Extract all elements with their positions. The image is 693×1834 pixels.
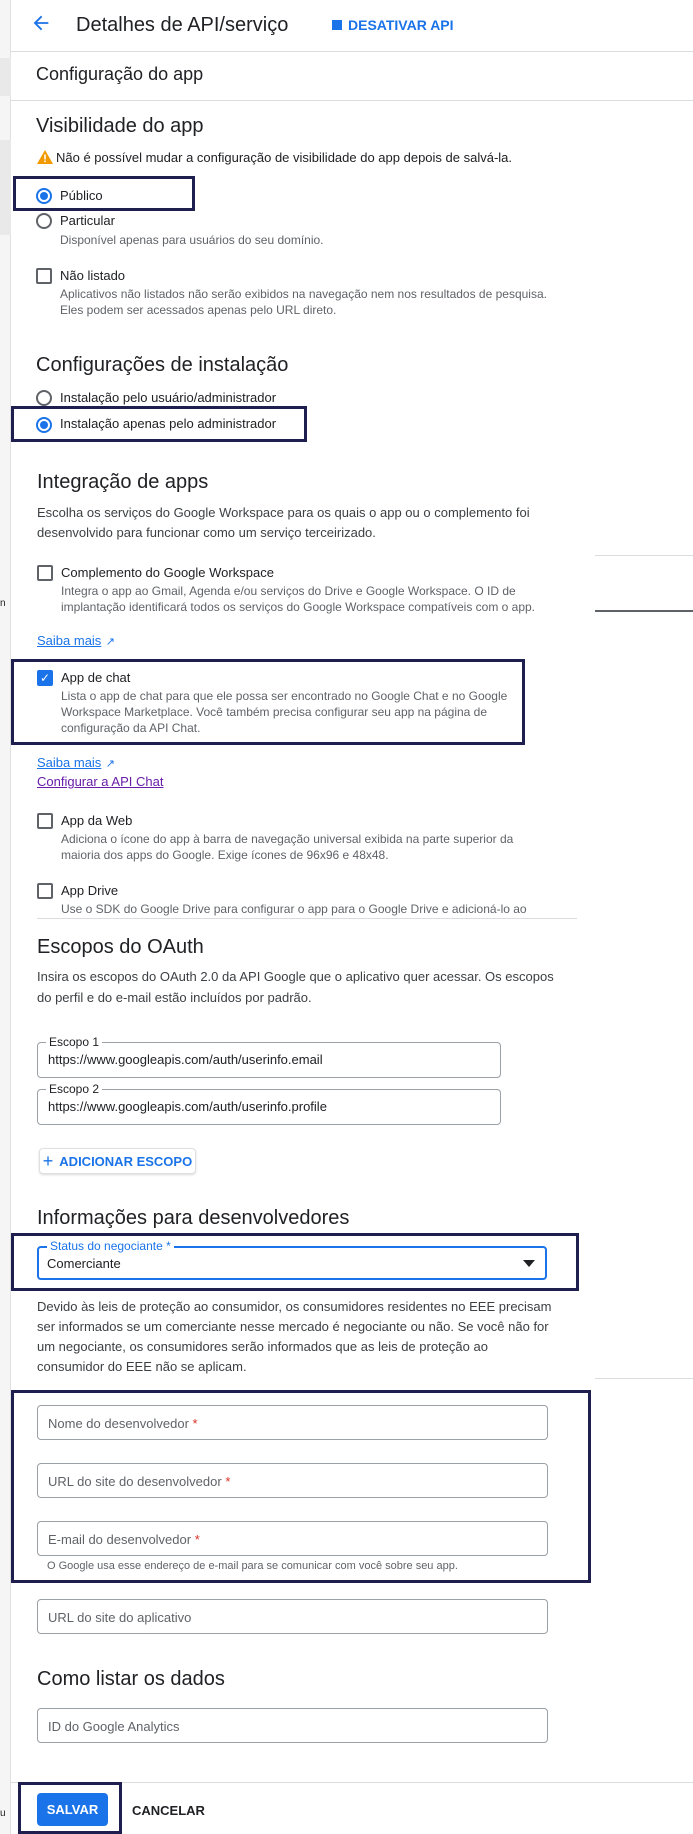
email-hint: O Google usa esse endereço de e-mail para se comunicar com você sobre seu app. bbox=[47, 1560, 458, 1572]
left-panel-band bbox=[0, 58, 11, 96]
arrow-back-icon[interactable] bbox=[30, 12, 52, 34]
left-panel-band bbox=[0, 140, 11, 235]
merchant-notice: ser informados se um comerciante nesse mercado é negociante ou não. Se você não for bbox=[37, 1319, 549, 1334]
private-description: Disponível apenas para usuários do seu domínio. bbox=[60, 233, 324, 247]
developer-name-placeholder: Nome do desenvolvedor bbox=[48, 1416, 189, 1431]
web-app-description: Adiciona o ícone do app à barra de navegação universal exibida na parte superior da bbox=[61, 832, 514, 846]
checkbox-drive-app[interactable] bbox=[37, 883, 53, 899]
panel-divider bbox=[595, 555, 693, 556]
merchant-status-label: Status do negociante * bbox=[47, 1239, 174, 1253]
left-panel-edge bbox=[0, 0, 11, 1834]
required-asterisk: * bbox=[192, 1416, 198, 1431]
chat-app-description: Workspace Marketplace. Você também precisa configurar seu app na página de bbox=[61, 705, 488, 719]
chat-app-label: App de chat bbox=[61, 670, 131, 685]
drive-app-description: Use o SDK do Google Drive para configurar o app para o Google Drive e adicioná-lo ao bbox=[61, 902, 527, 916]
app-site-field[interactable] bbox=[37, 1599, 548, 1634]
integration-heading: Integração de apps bbox=[37, 471, 209, 493]
required-asterisk: * bbox=[194, 1532, 200, 1547]
scope-1-label: Escopo 1 bbox=[46, 1035, 102, 1049]
radio-admin-only-install[interactable] bbox=[36, 417, 52, 433]
developer-email-field[interactable] bbox=[37, 1521, 548, 1556]
header-divider bbox=[11, 51, 693, 52]
workspace-addon-description: Integra o app ao Gmail, Agenda e/ou serviços do Drive e Google Workspace. O ID de bbox=[61, 584, 516, 598]
cancel-button[interactable]: CANCELAR bbox=[132, 1803, 205, 1818]
developer-site-field[interactable] bbox=[37, 1463, 548, 1498]
dropdown-arrow-icon bbox=[523, 1260, 535, 1267]
add-scope-button[interactable] bbox=[39, 1148, 196, 1174]
app-site-placeholder: URL do site do aplicativo bbox=[48, 1610, 192, 1625]
scope-2-field[interactable] bbox=[37, 1082, 501, 1125]
checkbox-chat-app[interactable]: ✓ bbox=[37, 670, 53, 686]
visibility-warning: Não é possível mudar a configuração de visibilidade do app depois de salvá-la. bbox=[56, 150, 513, 165]
developer-site-placeholder: URL do site do desenvolvedor bbox=[48, 1474, 222, 1489]
learn-more-link-text: Saiba mais bbox=[37, 755, 102, 770]
scope-2-label: Escopo 2 bbox=[46, 1082, 102, 1096]
scope-1-field[interactable] bbox=[37, 1035, 501, 1078]
visibility-heading: Visibilidade do app bbox=[36, 115, 204, 137]
add-scope-label: ADICIONAR ESCOPO bbox=[59, 1153, 193, 1169]
subtitle-divider bbox=[11, 100, 693, 101]
developer-heading: Informações para desenvolvedores bbox=[37, 1207, 350, 1229]
checkbox-unlisted[interactable] bbox=[36, 268, 52, 284]
workspace-addon-description: implantação identificará todos os serviços do Google Workspace compatíveis com o app. bbox=[61, 600, 536, 614]
panel-divider bbox=[595, 1378, 693, 1379]
chat-app-description: configuração da API Chat. bbox=[61, 721, 201, 735]
oauth-intro: do perfil e do e-mail estão incluídos por padrão. bbox=[37, 990, 312, 1005]
merchant-notice: Devido às leis de proteção ao consumidor, os consumidores residentes no EEE precisam bbox=[37, 1299, 552, 1314]
checkbox-workspace-addon[interactable] bbox=[37, 565, 53, 581]
chat-app-description: Lista o app de chat para que ele possa ser encontrado no Google Chat e no Google bbox=[61, 689, 508, 703]
developer-name-field[interactable] bbox=[37, 1405, 548, 1440]
learn-more-link[interactable] bbox=[37, 754, 115, 772]
save-button[interactable]: SALVAR bbox=[37, 1793, 108, 1826]
learn-more-link-text: Saiba mais bbox=[37, 633, 102, 648]
integration-intro: desenvolvido para funcionar como um serviço terceirizado. bbox=[37, 525, 376, 540]
plus-icon: + bbox=[42, 1151, 54, 1171]
unlisted-description: Eles podem ser acessados apenas pelo URL direto. bbox=[60, 303, 337, 317]
checkbox-unlisted-label: Não listado bbox=[60, 268, 126, 283]
configure-chat-api-link[interactable]: Configurar a API Chat bbox=[37, 774, 164, 789]
required-asterisk: * bbox=[225, 1474, 231, 1489]
analytics-id-field[interactable] bbox=[37, 1708, 548, 1743]
radio-private[interactable] bbox=[36, 213, 52, 229]
section-subtitle: Configuração do app bbox=[36, 64, 204, 84]
disable-api-label: DESATIVAR API bbox=[348, 17, 454, 33]
open-in-new-icon: ↗ bbox=[105, 636, 115, 648]
warning-icon bbox=[37, 150, 53, 164]
oauth-heading: Escopos do OAuth bbox=[37, 936, 204, 958]
install-heading: Configurações de instalação bbox=[36, 354, 289, 376]
panel-divider bbox=[595, 610, 693, 612]
unlisted-description: Aplicativos não listados não serão exibidos na navegação nem nos resultados de pesquisa. bbox=[60, 287, 547, 301]
oauth-intro: Insira os escopos do OAuth 2.0 da API Google que o aplicativo quer acessar. Os escopos bbox=[37, 969, 554, 984]
radio-user-admin-label: Instalação pelo usuário/administrador bbox=[60, 390, 277, 405]
web-app-description: maioria dos apps do Google. Exige ícones de 96x96 e 48x48. bbox=[61, 848, 389, 862]
disable-api-button[interactable] bbox=[332, 17, 454, 33]
page-title: Detalhes de API/serviço bbox=[76, 14, 289, 36]
radio-public-label: Público bbox=[60, 188, 103, 203]
developer-email-placeholder: E-mail do desenvolvedor bbox=[48, 1532, 192, 1547]
merchant-status-value: Comerciante bbox=[47, 1256, 121, 1271]
radio-admin-only-label: Instalação apenas pelo administrador bbox=[60, 416, 277, 431]
left-panel-fragment: u bbox=[0, 1808, 6, 1819]
radio-user-admin-install[interactable] bbox=[36, 390, 52, 406]
merchant-notice: consumidor do EEE não se aplicam. bbox=[37, 1359, 247, 1374]
checkbox-web-app[interactable] bbox=[37, 813, 53, 829]
integration-intro: Escolha os serviços do Google Workspace para os quais o app ou o complemento foi bbox=[37, 505, 530, 520]
scope-1-value: https://www.googleapis.com/auth/userinfo.email bbox=[48, 1052, 323, 1067]
radio-private-label: Particular bbox=[60, 213, 115, 228]
merchant-status-select[interactable] bbox=[37, 1239, 547, 1280]
drive-app-label: App Drive bbox=[61, 883, 119, 898]
open-in-new-icon: ↗ bbox=[105, 758, 115, 770]
left-panel-fragment: n bbox=[0, 598, 6, 609]
analytics-id-placeholder: ID do Google Analytics bbox=[48, 1719, 180, 1734]
workspace-addon-label: Complemento do Google Workspace bbox=[61, 565, 274, 580]
listing-heading: Como listar os dados bbox=[37, 1668, 225, 1690]
stop-icon bbox=[332, 20, 342, 30]
scope-2-value: https://www.googleapis.com/auth/userinfo.profile bbox=[48, 1099, 327, 1114]
learn-more-link[interactable] bbox=[37, 632, 115, 650]
web-app-label: App da Web bbox=[61, 813, 133, 828]
radio-public[interactable] bbox=[36, 188, 52, 204]
merchant-notice: um negociante, os consumidores serão informados que as leis de proteção ao bbox=[37, 1339, 488, 1354]
scroll-divider bbox=[37, 918, 577, 919]
